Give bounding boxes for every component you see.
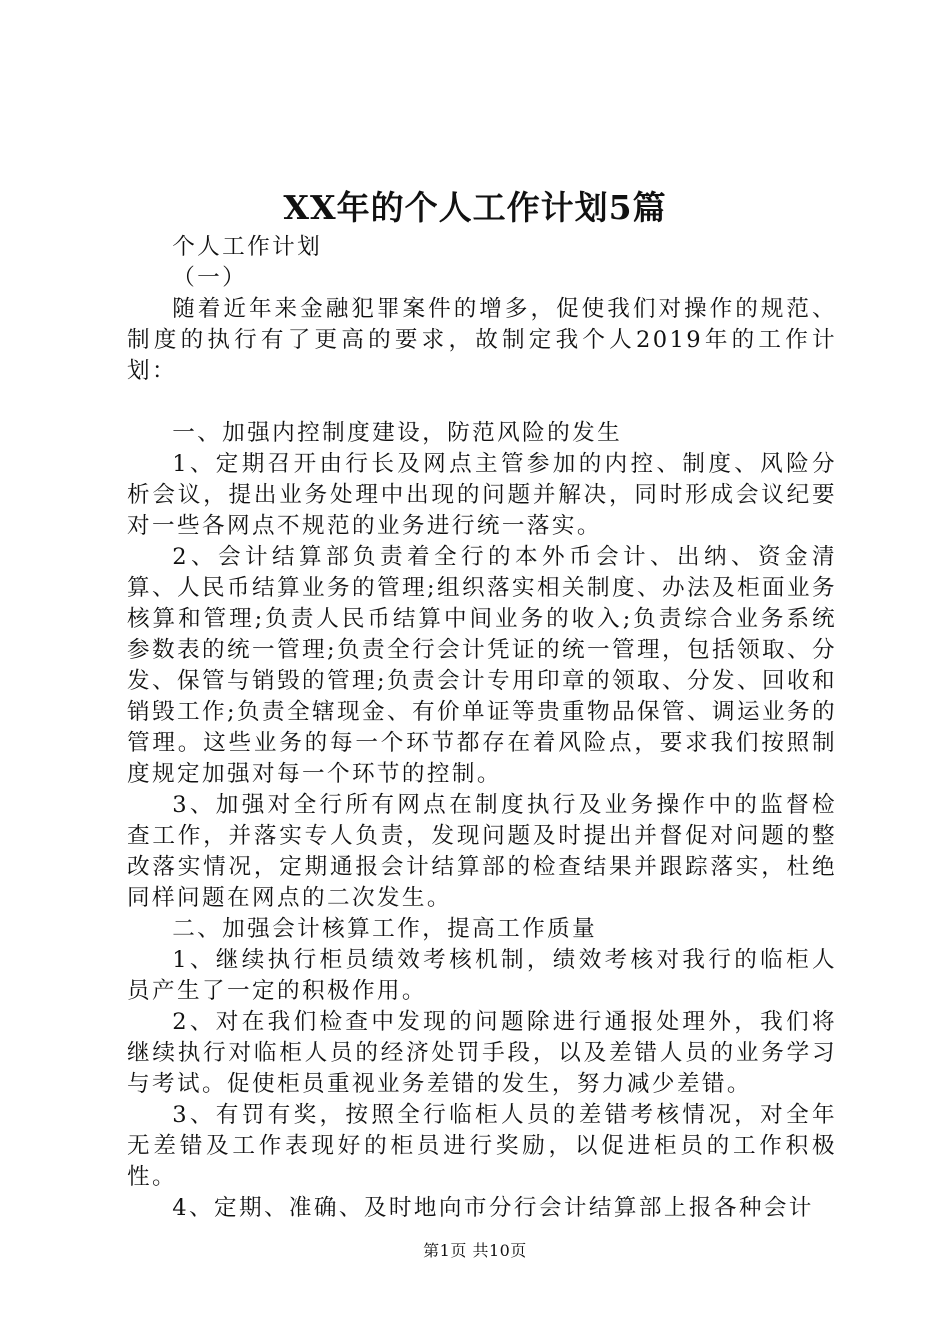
paragraph-item: 1、定期召开由行长及网点主管参加的内控、制度、风险分析会议，提出业务处理中出现的问题并解决，同时形成会议纪要对一些各网点不规范的业务进行统一落实。 <box>127 451 837 539</box>
section-number: （一） <box>172 265 248 291</box>
document-title: XX年的个人工作计划5篇 <box>283 188 667 227</box>
paragraph-heading-2: 二、加强会计核算工作，提高工作质量 <box>172 916 598 942</box>
paragraph-item: 4、定期、准确、及时地向市分行会计结算部上报各种会计 <box>172 1195 814 1221</box>
section-heading: 个人工作计划 <box>172 234 323 260</box>
paragraph-item: 3、加强对全行所有网点在制度执行及业务操作中的监督检查工作，并落实专人负责，发现问题及时提出并督促对问题的整改落实情况，定期通报会计结算部的检查结果并跟踪落实，杜绝同样问题在网点的二次发生。 <box>127 792 837 911</box>
page-indicator: 第1页 共10页 <box>423 1241 527 1260</box>
paragraph-intro: 随着近年来金融犯罪案件的增多，促使我们对操作的规范、制度的执行有了更高的要求，故制定我个人2019年的工作计划： <box>127 296 837 384</box>
paragraph-heading-1: 一、加强内控制度建设，防范风险的发生 <box>172 420 623 446</box>
paragraph-item: 2、会计结算部负责着全行的本外币会计、出纳、资金清算、人民币结算业务的管理;组织落实相关制度、办法及柜面业务核算和管理;负责人民币结算中间业务的收入;负责综合业务系统参数表的统一管理;负责全行会计凭证的统一管理，包括领取、分发、保管与销毁的管理;负责会计专用印章的领取、分发、回收和销毁工作;负责全辖现金、有价单证等贵重物品保管、调运业务的管理。这些业务的每一个环节都存在着风险点，要求我们按照制度规定加强对每一个环节的控制。 <box>127 544 837 787</box>
paragraph-item: 2、对在我们检查中发现的问题除进行通报处理外，我们将继续执行对临柜人员的经济处罚手段，以及差错人员的业务学习与考试。促使柜员重视业务差错的发生，努力减少差错。 <box>127 1009 837 1097</box>
paragraph-item: 1、继续执行柜员绩效考核机制，绩效考核对我行的临柜人员产生了一定的积极作用。 <box>127 947 837 1004</box>
document-body <box>127 232 837 1224</box>
paragraph-item: 3、有罚有奖，按照全行临柜人员的差错考核情况，对全年无差错及工作表现好的柜员进行奖励，以促进柜员的工作积极性。 <box>127 1102 837 1190</box>
